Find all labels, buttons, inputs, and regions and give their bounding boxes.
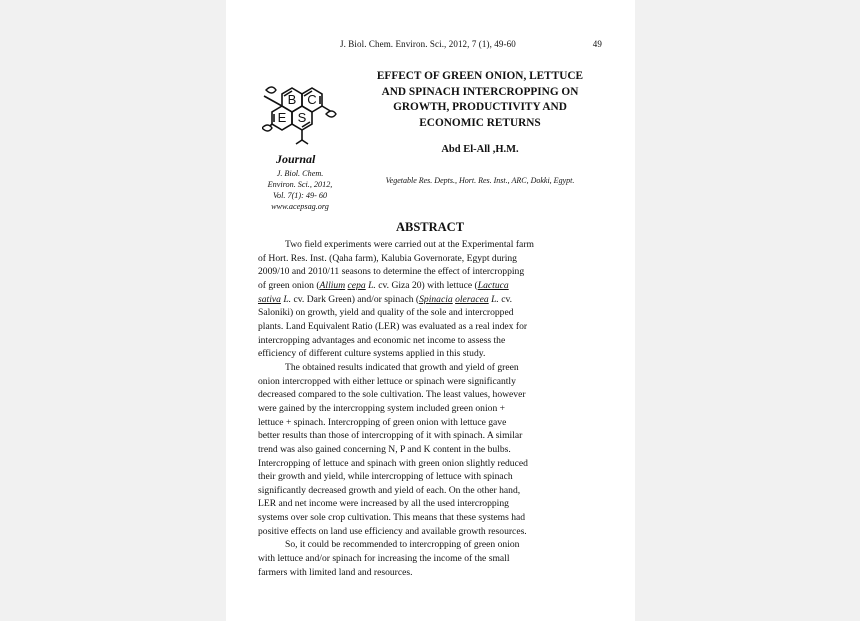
abstract-line: sativa L. cv. Dark Green) and/or spinach (Spinacia oleracea L. cv. [258, 293, 513, 305]
scientific-name: sativa [258, 293, 281, 305]
scientific-name: Spinacia [419, 293, 453, 305]
abstract-line: Intercropping of lettuce and spinach with green onion slightly reduced [258, 457, 528, 469]
abstract-body [258, 238, 602, 579]
title-line: EFFECT OF GREEN ONION, LETTUCE [376, 70, 584, 82]
abstract-line: positive effects on land use efficiency and available growth resources. [258, 525, 527, 537]
logo-letter-s: S [297, 110, 307, 125]
journal-info [252, 168, 348, 212]
title-line: ECONOMIC RETURNS [419, 116, 541, 129]
abstract-line: intercropping advantages and economic net income to assess the [258, 334, 506, 346]
journal-label: Journal [276, 152, 316, 166]
abstract-line: with lettuce and/or spinach for increasing the income of the small [258, 553, 510, 565]
abstract-line: LER and net income were increased by all the used intercropping [258, 498, 509, 510]
logo-letter-c: C [307, 92, 317, 107]
author-affiliation: Vegetable Res. Depts., Hort. Res. Inst., ARC, Dokki, Egypt. [385, 176, 575, 185]
abstract-line: of green onion (Allium cepa L. cv. Giza 20) with lettuce (Lactuca [258, 279, 509, 291]
scientific-name: Lactuca [477, 279, 509, 291]
abstract-line: were gained by the intercropping system included green onion + [258, 402, 506, 414]
journal-website: www.acepsag.org [271, 202, 329, 211]
abstract-line: systems over sole crop cultivation. This means that these systems had [258, 512, 526, 524]
abstract-line: better results than those of intercropping of it with spinach. A similar [258, 430, 523, 442]
journal-logo [262, 80, 338, 152]
abstract-heading: ABSTRACT [395, 220, 465, 234]
scientific-name: cepa [347, 279, 366, 291]
journal-info-line: Environ. Sci., 2012, [267, 180, 333, 189]
abstract-line: The obtained results indicated that growth and yield of green [285, 361, 519, 373]
abstract-line: efficiency of different culture systems applied in this study. [258, 348, 486, 360]
title-line: AND SPINACH INTERCROPPING ON [381, 85, 579, 98]
journal-info-line: Vol. 7(1): 49- 60 [272, 191, 328, 200]
abstract-line: plants. Land Equivalent Ratio (LER) was evaluated as a real index for [258, 320, 528, 332]
abstract-line: Two field experiments were carried out at the Experimental farm [285, 239, 534, 250]
scientific-name: oleracea [455, 293, 489, 305]
journal-info-line: J. Biol. Chem. [276, 169, 324, 178]
paper-title [352, 69, 608, 131]
page-number: 49 [592, 39, 602, 49]
abstract-line: of Hort. Res. Inst. (Qaha farm), Kalubia Governorate, Egypt during [258, 252, 517, 264]
abstract-line: trend was also gained concerning N, P and K content in the bulbs. [258, 443, 511, 455]
abstract-line: So, it could be recommended to intercropping of green onion [285, 539, 520, 551]
abstract-line: significantly decreased growth and yield of each. On the other hand, [258, 484, 521, 496]
logo-letter-e: E [277, 110, 287, 125]
abstract-line: onion intercropped with either lettuce or spinach were significantly [258, 375, 516, 387]
abstract-line: farmers with limited land and resources. [258, 566, 413, 578]
abstract-line: lettuce + spinach. Intercropping of green onion with lettuce gave [258, 416, 507, 428]
author-name: Abd El-All ,H.M. [441, 144, 519, 155]
journal-reference: J. Biol. Chem. Environ. Sci., 2012, 7 (1), 49-60 [340, 39, 516, 49]
title-line: GROWTH, PRODUCTIVITY AND [393, 101, 567, 113]
abstract-line: 2009/10 and 2010/11 seasons to determine the effect of intercropping [258, 266, 525, 278]
abstract-line: decreased compared to the sole cultivation. The least values, however [258, 389, 526, 401]
abstract-line: Saloniki) on growth, yield and quality of the sole and intercropped [258, 307, 514, 319]
scientific-name: Allium [319, 279, 346, 291]
logo-letter-b: B [287, 92, 297, 107]
abstract-line: their growth and yield, while intercropping of lettuce with spinach [258, 471, 513, 483]
